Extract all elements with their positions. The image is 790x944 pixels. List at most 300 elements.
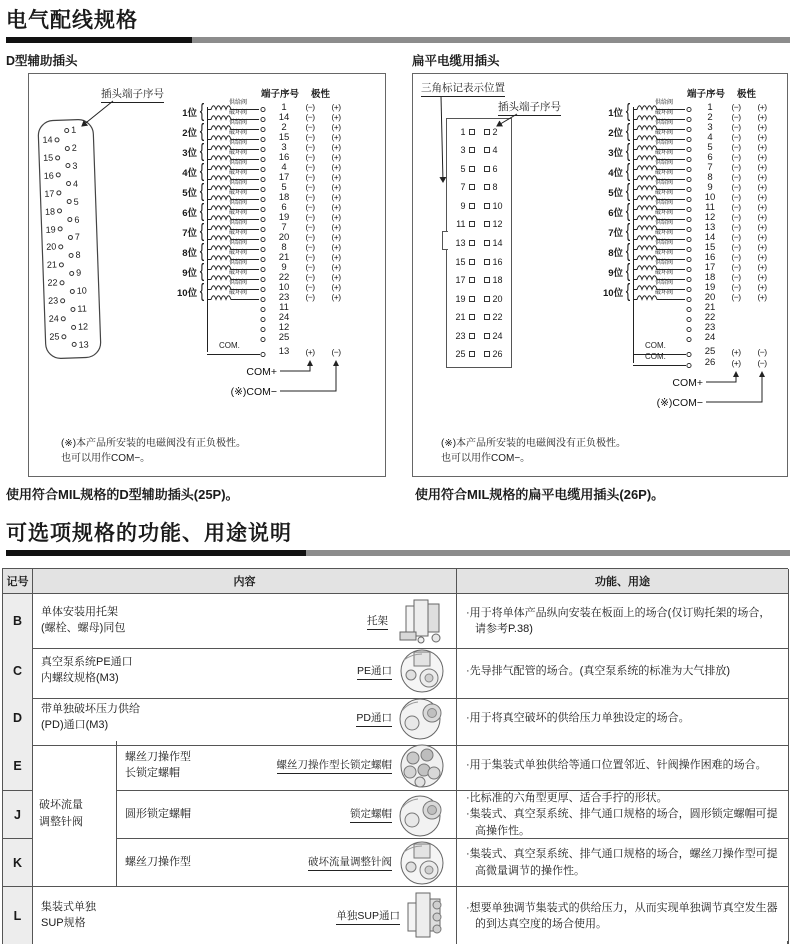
terminal-number: 18 (278, 191, 290, 203)
terminal-number: 24 (278, 311, 290, 323)
col-header-content: 内容 (33, 569, 457, 594)
connector-pin: 17 (39, 188, 63, 199)
connector-pin-pair (447, 256, 511, 267)
polarity-value: (+) (757, 182, 767, 192)
terminal-number: 24 (704, 331, 716, 343)
terminal-number: 22 (278, 271, 290, 283)
station-label: 10位 (603, 288, 624, 299)
spare-terminal-row (633, 322, 775, 332)
option-code: B (3, 594, 33, 649)
d-sub-diagram-box (28, 73, 386, 477)
connector-pin: 4 (64, 178, 78, 188)
terminal-number: 12 (278, 321, 290, 333)
polarity-value: (−) (731, 142, 741, 152)
option-content: 圆形锁定螺帽 锁定螺帽 (117, 791, 457, 839)
station-brace: { (625, 201, 631, 222)
connector-pin: 24 (44, 313, 68, 324)
spare-terminal-row (207, 322, 349, 332)
station-label: 10位 (177, 288, 198, 299)
valve-label: 供给阀 (655, 240, 674, 246)
wiring-section-header (0, 0, 790, 43)
valve-label: 破坏阀 (655, 230, 674, 236)
station-brace: { (199, 241, 205, 262)
polarity-value: (−) (305, 242, 315, 252)
station-group (177, 122, 349, 142)
connector-pin-pair (447, 237, 511, 248)
polarity-value: (+) (731, 346, 741, 357)
option-function: ·比标准的六角型更厚、适合手拧的形状。 ·集装式、真空泵系统、排气通口规格的场合，圆形锁定螺帽可提高操作性。 (457, 791, 789, 839)
polarity-value: (−) (731, 122, 741, 132)
station-group (177, 162, 349, 182)
polarity-value: (−) (731, 262, 741, 272)
connector-pin: 5 (65, 196, 79, 206)
locknut-illustration (396, 792, 448, 838)
pin-number: 3 (460, 145, 466, 156)
polarity-value: (+) (757, 242, 767, 252)
polarity-value: (+) (331, 122, 341, 132)
valve-label: 破坏阀 (655, 210, 674, 216)
polarity-value: (+) (331, 152, 341, 162)
pin-number: 2 (492, 126, 498, 137)
terminal-number: 5 (281, 181, 287, 193)
terminal-number: 14 (278, 111, 290, 123)
valve-label: 破坏阀 (229, 110, 248, 116)
station-brace: { (199, 221, 205, 242)
pin-number: 4 (492, 145, 498, 156)
polarity-value: (+) (331, 132, 341, 142)
terminal-number: 9 (281, 261, 287, 273)
connector-panels (0, 51, 790, 503)
polarity-footnote: (※)本产品所安装的电磁阀没有正负极性。 也可以用作COM−。 (61, 438, 247, 464)
options-section-title: 可选项规格的功能、用途说明 (6, 522, 292, 545)
valve-wire-row (633, 292, 775, 302)
polarity-value: (−) (305, 152, 315, 162)
valve-label: 供给阀 (229, 160, 248, 166)
terminal-number: 20 (278, 231, 290, 243)
connector-pin: 7 (66, 232, 80, 242)
station-brace: { (625, 141, 631, 162)
terminal-number: 20 (704, 291, 716, 303)
pin-number: 21 (455, 312, 466, 323)
station-brace: { (199, 141, 205, 162)
polarity-value: (−) (757, 357, 767, 368)
spare-terminal-row (207, 312, 349, 322)
section-rule (6, 37, 790, 43)
valve-label: 供给阀 (229, 280, 248, 286)
valve-label: 供给阀 (229, 100, 248, 106)
station-brace: { (625, 241, 631, 262)
polarity-value: (+) (757, 282, 767, 292)
pin-number: 24 (492, 330, 503, 341)
common-bus-line (207, 107, 208, 352)
valve-label: 破坏阀 (655, 170, 674, 176)
terminal-number: 10 (278, 281, 290, 293)
valve-label: 供给阀 (229, 180, 248, 186)
terminal-number: 23 (704, 321, 716, 333)
polarity-value: (−) (731, 272, 741, 282)
terminal-number: 6 (281, 201, 287, 213)
station-group (177, 262, 349, 282)
terminal-number: 16 (704, 251, 716, 263)
option-code: K (3, 839, 33, 887)
polarity-col-header: 极性 (311, 89, 331, 100)
callout-label: 锁定螺帽 (350, 806, 392, 823)
pin-number: 14 (492, 237, 503, 248)
valve-label: 供给阀 (655, 260, 674, 266)
option-content: 螺丝刀操作型 长锁定螺帽 螺丝刀操作型长锁定螺帽 (117, 741, 457, 791)
triangle-position-tab (442, 231, 448, 250)
com-minus-label: (※)COM− (656, 397, 703, 409)
pin-number: 22 (492, 312, 503, 323)
spare-terminal-row (633, 302, 775, 312)
com-annotation (603, 370, 775, 416)
valve-label: 供给阀 (229, 220, 248, 226)
station-group (603, 142, 775, 162)
col-header-function: 功能、用途 (457, 569, 789, 594)
station-brace: { (625, 281, 631, 302)
station-group (177, 222, 349, 242)
pin-number: 20 (492, 293, 503, 304)
polarity-value: (+) (331, 172, 341, 182)
station-label: 6位 (182, 208, 197, 219)
polarity-value: (+) (331, 242, 341, 252)
station-label: 5位 (182, 188, 197, 199)
polarity-value: (+) (331, 192, 341, 202)
polarity-value: (+) (331, 202, 341, 212)
manifold-illustration (404, 891, 448, 941)
polarity-value: (−) (305, 182, 315, 192)
option-content (33, 691, 457, 746)
valve-label: 供给阀 (229, 260, 248, 266)
polarity-value: (−) (731, 292, 741, 302)
polarity-value: (−) (305, 232, 315, 242)
polarity-value: (−) (731, 242, 741, 252)
station-brace: { (199, 181, 205, 202)
polarity-value: (−) (731, 222, 741, 232)
terminal-number: 13 (278, 346, 290, 357)
option-function: ·用于将真空破坏的供给压力单独设定的场合。 (457, 691, 789, 746)
callout-label: PE通口 (357, 663, 392, 680)
option-code: D (3, 691, 33, 746)
pin-number: 11 (456, 219, 466, 230)
option-function: ·用于将单体产品纵向安装在板面上的场合(仅订购托架的场合，请参考P.38) (457, 594, 789, 649)
polarity-value: (−) (305, 252, 315, 262)
terminal-number: 15 (704, 241, 716, 253)
station-label: 9位 (608, 268, 623, 279)
valve-label: 供给阀 (655, 160, 674, 166)
valve-label: 供给阀 (229, 120, 248, 126)
terminal-number: 8 (281, 241, 287, 253)
terminal-number: 1 (281, 101, 287, 113)
polarity-value: (−) (305, 132, 315, 142)
valve-label: 供给阀 (655, 280, 674, 286)
polarity-value: (−) (305, 202, 315, 212)
polarity-value: (+) (757, 142, 767, 152)
table-row (3, 691, 788, 741)
valve-label: 供给阀 (655, 180, 674, 186)
polarity-value: (+) (757, 292, 767, 302)
callout-label: 破坏流量调整针阀 (308, 854, 392, 871)
com-annotation (177, 359, 349, 405)
connector-pin-pair (447, 182, 511, 193)
option-function: ·想要单独调节集装式的供给压力，从而实现单独调节真空发生器的到达真空度的场合使用。 (457, 887, 789, 944)
polarity-value: (+) (331, 182, 341, 192)
terminal-number: 11 (705, 201, 715, 213)
polarity-value: (+) (331, 292, 341, 302)
valve-label: 破坏阀 (229, 190, 248, 196)
polarity-value: (+) (757, 272, 767, 282)
connector-pin: 14 (37, 134, 61, 145)
polarity-value: (+) (305, 346, 315, 357)
polarity-value: (+) (757, 162, 767, 172)
valve-label: 供给阀 (655, 200, 674, 206)
connector-pin: 13 (70, 339, 89, 350)
col-header-code: 记号 (3, 569, 33, 594)
pin-number: 25 (455, 349, 466, 360)
polarity-value: (−) (305, 102, 315, 112)
station-label: 8位 (182, 248, 197, 259)
terminal-number: 22 (704, 311, 716, 323)
connector-pin-pair (447, 312, 511, 323)
polarity-value: (+) (331, 282, 341, 292)
terminal-number: 17 (704, 261, 716, 273)
terminal-number: 10 (704, 191, 716, 203)
pin-number: 16 (492, 256, 503, 267)
spare-terminal-row (633, 312, 775, 322)
polarity-value: (−) (305, 192, 315, 202)
pin-number: 1 (460, 126, 466, 137)
polarity-value: (−) (757, 346, 767, 357)
polarity-value: (−) (305, 162, 315, 172)
station-brace: { (199, 281, 205, 302)
polarity-value: (−) (731, 212, 741, 222)
terminal-number: 19 (704, 281, 716, 293)
terminal-number: 14 (704, 231, 716, 243)
station-label: 8位 (608, 248, 623, 259)
connector-pin-pair (447, 330, 511, 341)
polarity-value: (+) (331, 162, 341, 172)
com-plus-label: COM+ (672, 377, 703, 389)
d-sub-panel (6, 51, 388, 503)
terminal-col-header: 端子序号 (687, 89, 726, 100)
valve-label: 破坏阀 (655, 150, 674, 156)
station-group (603, 182, 775, 202)
wiring-section-title: 电气配线规格 (6, 9, 138, 32)
valve-label: 供给阀 (655, 140, 674, 146)
valve-label: 破坏阀 (229, 250, 248, 256)
polarity-value: (−) (731, 152, 741, 162)
valve-label: 供给阀 (655, 220, 674, 226)
polarity-value: (−) (305, 112, 315, 122)
option-code: L (3, 887, 33, 944)
table-row (3, 594, 788, 644)
connector-pin: 25 (44, 331, 68, 342)
station-group (603, 202, 775, 222)
station-group (177, 102, 349, 122)
connector-pin: 16 (39, 170, 63, 181)
wiring-ladder (603, 86, 775, 416)
table-row (3, 644, 788, 691)
connector-pin: 10 (68, 286, 87, 297)
station-label: 4位 (608, 168, 623, 179)
valve-wire-row (207, 292, 349, 302)
connector-pin: 12 (69, 321, 88, 332)
station-brace: { (625, 181, 631, 202)
terminal-number: 5 (707, 141, 713, 153)
terminal-number: 8 (707, 171, 713, 183)
polarity-value: (−) (731, 202, 741, 212)
d-sub-connector (35, 115, 106, 363)
option-content-text: 集装式单独 SUP规格 (41, 901, 96, 929)
terminal-number: 9 (707, 181, 713, 193)
triangle-mark-label: 三角标记表示位置 (421, 80, 505, 97)
polarity-value: (+) (757, 172, 767, 182)
polarity-value: (+) (757, 112, 767, 122)
valve-label: 破坏阀 (655, 290, 674, 296)
polarity-value: (+) (331, 272, 341, 282)
terminal-number: 16 (278, 151, 290, 163)
flat-caption: 使用符合MIL规格的扁平电缆用插头(26P)。 (415, 487, 665, 502)
polarity-value: (−) (305, 142, 315, 152)
polarity-value: (−) (331, 346, 341, 357)
polarity-value: (−) (305, 122, 315, 132)
polarity-value: (−) (305, 272, 315, 282)
valve-label: 破坏阀 (655, 270, 674, 276)
station-group (177, 142, 349, 162)
com-plus-label: COM+ (246, 366, 277, 378)
polarity-value: (+) (757, 122, 767, 132)
connector-pin: 11 (68, 303, 87, 314)
valve-label: 供给阀 (229, 240, 248, 246)
flat-diagram-box (412, 73, 788, 477)
station-group (177, 282, 349, 302)
group-label-cell: 破坏流量 调整针阀 (33, 741, 117, 887)
valve-label: 破坏阀 (655, 250, 674, 256)
valve-label: 破坏阀 (229, 230, 248, 236)
option-content-text: 带单独破坏压力供给 (PD)通口(M3) (41, 703, 140, 731)
pin-number: 26 (492, 349, 503, 360)
option-code: C (3, 644, 33, 699)
terminal-number: 12 (704, 211, 716, 223)
station-group (603, 282, 775, 302)
option-function: ·先导排气配管的场合。(真空泵系统的标准为大气排放) (457, 644, 789, 699)
pin-number: 15 (455, 256, 466, 267)
connector-pin-pair (447, 349, 511, 360)
station-label: 7位 (608, 228, 623, 239)
pin-number: 9 (460, 200, 466, 211)
polarity-value: (+) (331, 232, 341, 242)
polarity-value: (−) (731, 162, 741, 172)
connector-pin: 6 (65, 214, 79, 224)
terminal-number: 7 (281, 221, 287, 233)
com-label: COM. (645, 351, 666, 361)
polarity-value: (−) (731, 112, 741, 122)
polarity-value: (+) (757, 252, 767, 262)
station-label: 6位 (608, 208, 623, 219)
polarity-value: (+) (757, 202, 767, 212)
polarity-value: (−) (731, 232, 741, 242)
pin-number: 18 (492, 275, 503, 286)
polarity-value: (+) (331, 212, 341, 222)
connector-pin-pair (447, 293, 511, 304)
connector-pin: 15 (38, 152, 62, 163)
com-row (207, 340, 349, 357)
polarity-value: (−) (731, 102, 741, 112)
station-label: 9位 (182, 268, 197, 279)
option-function: ·用于集装式单独供给等通口位置邻近、针阀操作困难的场合。 (457, 741, 789, 791)
station-group (603, 242, 775, 262)
polarity-value: (+) (331, 102, 341, 112)
terminal-number: 17 (278, 171, 290, 183)
polarity-value: (+) (331, 142, 341, 152)
polarity-value: (−) (305, 212, 315, 222)
valve-label: 破坏阀 (655, 110, 674, 116)
wiring-ladder (177, 86, 349, 405)
polarity-value: (+) (731, 357, 741, 368)
valve-label: 破坏阀 (229, 130, 248, 136)
connector-pin: 20 (41, 242, 65, 253)
station-group (177, 242, 349, 262)
terminal-number: 25 (704, 346, 716, 357)
connector-pin: 8 (66, 250, 80, 260)
connector-pin: 9 (67, 268, 81, 278)
pin-number: 6 (492, 163, 498, 174)
terminal-number: 23 (278, 291, 290, 303)
connector-pin: 22 (42, 277, 66, 288)
polarity-footnote: (※)本产品所安装的电磁阀没有正负极性。 也可以用作COM−。 (441, 438, 627, 464)
station-label: 5位 (608, 188, 623, 199)
pin-numbering-label: 插头端子序号 (101, 86, 164, 103)
polarity-value: (−) (731, 182, 741, 192)
polarity-value: (−) (731, 252, 741, 262)
station-brace: { (625, 161, 631, 182)
terminal-number: 25 (278, 331, 290, 343)
options-table (2, 568, 788, 944)
station-brace: { (199, 161, 205, 182)
connector-pin: 2 (63, 143, 77, 153)
pin-number: 5 (460, 163, 466, 174)
terminal-number: 18 (704, 271, 716, 283)
terminal-number: 7 (707, 161, 713, 173)
station-brace: { (199, 101, 205, 122)
connector-pin-pair (447, 145, 511, 156)
section-rule (6, 550, 790, 556)
polarity-value: (−) (305, 282, 315, 292)
polarity-value: (+) (757, 192, 767, 202)
connector-pin: 18 (40, 206, 64, 217)
terminal-number: 3 (707, 121, 713, 133)
pin-number: 12 (492, 219, 503, 230)
station-label: 4位 (182, 168, 197, 179)
terminal-number: 1 (707, 101, 713, 113)
station-label: 3位 (182, 148, 197, 159)
station-label: 3位 (608, 148, 623, 159)
valve-label: 破坏阀 (229, 270, 248, 276)
com-label: COM. (219, 340, 240, 350)
flat-panel-title: 扁平电缆用插头 (412, 54, 500, 68)
terminal-col-header: 端子序号 (261, 89, 300, 100)
connector-pin: 23 (43, 295, 67, 306)
polarity-value: (−) (305, 172, 315, 182)
terminal-number: 26 (704, 357, 716, 368)
station-brace: { (625, 261, 631, 282)
terminal-number: 11 (279, 301, 289, 313)
table-header-row (3, 569, 788, 594)
connector-pin: 19 (40, 224, 64, 235)
polarity-value: (+) (757, 222, 767, 232)
polarity-value: (+) (757, 262, 767, 272)
table-row (3, 887, 788, 941)
